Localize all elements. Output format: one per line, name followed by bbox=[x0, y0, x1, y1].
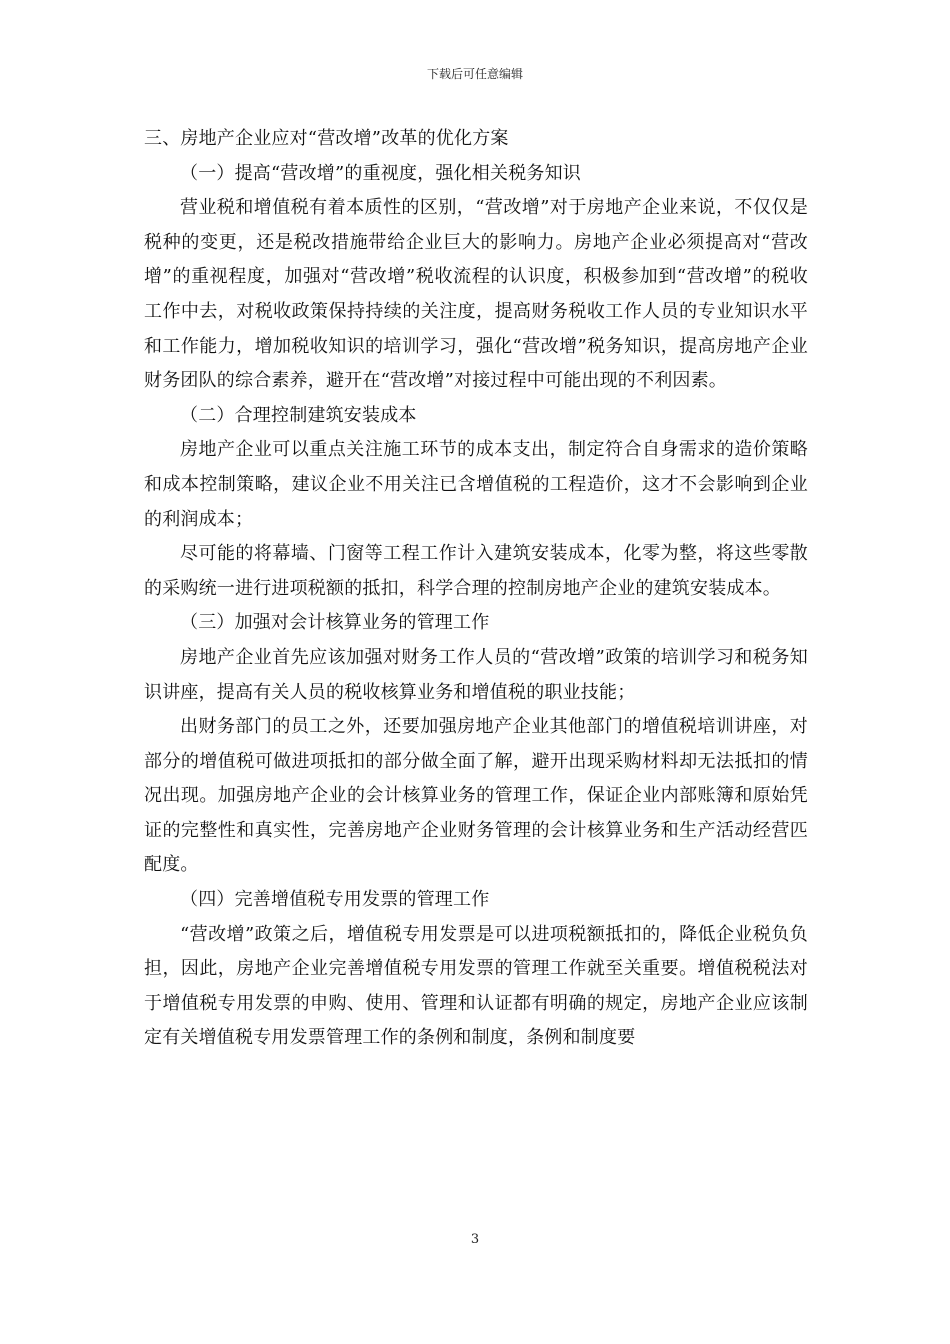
paragraph: 尽可能的将幕墙、门窗等工程工作计入建筑安装成本，化零为整，将这些零散的采购统一进行进项税额的抵扣，科学合理的控制房地产企业的建筑安装成本。 bbox=[144, 543, 808, 599]
page-number: 3 bbox=[470, 1232, 480, 1247]
paragraph: 出财务部门的员工之外，还要加强房地产企业其他部门的增值税培训讲座，对部分的增值税可做进项抵扣的部分做全面了解，避开出现采购材料却无法抵扣的情况出现。加强房地产企业的会计核算业务的管理工作，保证企业内部账簿和原始凭证的完整性和真实性，完善房地产企业财务管理的会计核算业务和生产活动经营匹配度。 bbox=[144, 716, 808, 876]
paragraph: 营业税和增值税有着本质性的区别，“营改增”对于房地产企业来说，不仅仅是税种的变更，还是税改措施带给企业巨大的影响力。房地产企业必须提高对“营改增”的重视程度，加强对“营改增”税收流程的认识度，积极参加到“营改增”的税收工作中去，对税收政策保持持续的关注度，提高财务税收工作人员的专业知识水平和工作能力，增加税收知识的培训学习，强化“营改增”税务知识，提高房地产企业财务团队的综合素养，避开在“营改增”对接过程中可能出现的不利因素。 bbox=[144, 197, 808, 392]
document-body bbox=[144, 122, 808, 1056]
subsection-title-4: （四）完善增值税专用发票的管理工作 bbox=[180, 889, 490, 911]
paragraph: 房地产企业首先应该加强对财务工作人员的“营改增”政策的培训学习和税务知识讲座，提高有关人员的税收核算业务和增值税的职业技能； bbox=[144, 646, 808, 703]
subsection-title-1: （一）提高“营改增”的重视度，强化相关税务知识 bbox=[180, 162, 582, 184]
paragraph: “营改增”政策之后，增值税专用发票是可以进项税额抵扣的，降低企业税负负担，因此，房地产企业完善增值税专用发票的管理工作就至关重要。增值税税法对于增值税专用发票的申购、使用、管理和认证都有明确的规定，房地产企业应该制定有关增值税专用发票管理工作的条例和制度，条例和制度要 bbox=[144, 923, 808, 1049]
page-header: 下载后可任意编辑 bbox=[426, 67, 523, 81]
subsection-title-2: （二）合理控制建筑安装成本 bbox=[180, 404, 417, 426]
subsection-title-3: （三）加强对会计核算业务的管理工作 bbox=[180, 612, 490, 634]
section-title: 三、房地产企业应对“营改增”改革的优化方案 bbox=[144, 128, 509, 149]
paragraph: 房地产企业可以重点关注施工环节的成本支出，制定符合自身需求的造价策略和成本控制策略，建议企业不用关注已含增值税的工程造价，这才不会影响到企业的利润成本； bbox=[144, 439, 808, 530]
